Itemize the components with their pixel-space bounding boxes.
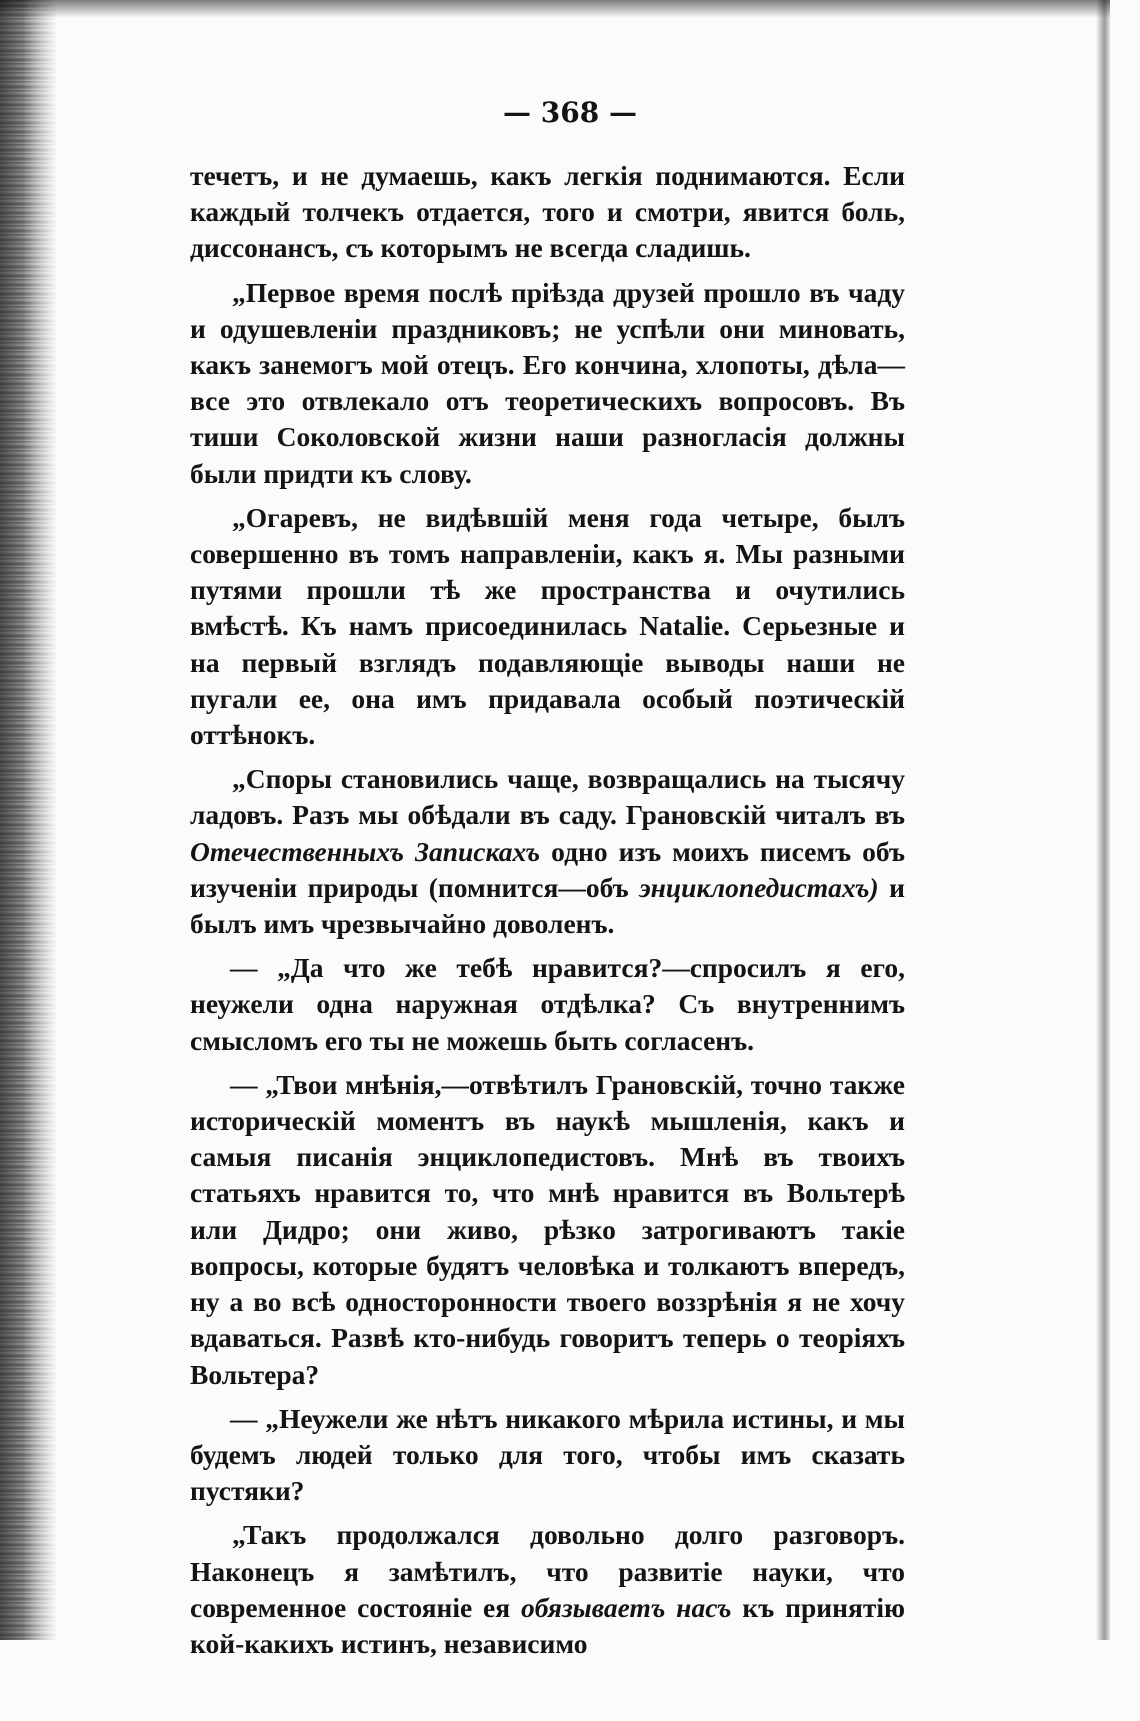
text-segment: и былъ имъ чрезвычайно доволенъ. bbox=[190, 871, 905, 940]
paragraph bbox=[190, 158, 905, 267]
text-segment: — „Твои мнѣнія,—отвѣтилъ Грановскій, точно также историческій моментъ въ наукѣ мышленія, какъ и самыя писанія энциклопедистовъ. Мнѣ въ твоихъ статьяхъ нравится то, что мнѣ нравится въ Вольтерѣ или Дидро; они живо, рѣзко затрогиваютъ такіе вопросы, которые будятъ человѣка и толкаютъ впередъ, ну а во всѣ односторонности твоего воззрѣнія я не хочу вдаваться. Развѣ кто-нибудь говоритъ теперь о теоріяхъ Вольтера? bbox=[190, 1068, 905, 1390]
text-segment: „Огаревъ, не видѣвшій меня года четыре, былъ совершенно въ томъ направленіи, какъ я. Мы разными путями прошли тѣ же пространства и очутились вмѣстѣ. Къ намъ присоединилась Natalie. Серьезные и на первый взглядъ подавляющіе выводы наши не пугали ее, она имъ придавала особый поэтическій оттѣнокъ. bbox=[190, 501, 905, 751]
text-segment: — „Неужели же нѣтъ никакого мѣрила истины, и мы будемъ людей только для того, чтобы имъ сказать пустяки? bbox=[190, 1402, 905, 1507]
text-segment: одно изъ моихъ писемъ объ изученіи природы (помнится—объ bbox=[190, 835, 905, 903]
page-number: — 368 — bbox=[503, 96, 637, 129]
paragraph bbox=[190, 500, 905, 753]
text-segment: къ принятію кой-какихъ истинъ, независимо bbox=[190, 1591, 905, 1659]
text-segment: — „Да что же тебѣ нравится?—спросилъ я его, неужели одна наружная отдѣлка? Съ внутреннимъ смысломъ его ты не можешь быть согласенъ. bbox=[190, 952, 905, 1056]
italic-text: обязываетъ насъ bbox=[520, 1591, 732, 1623]
paragraph bbox=[190, 1517, 905, 1662]
text-segment: „Первое время послѣ пріѣзда друзей прошло въ чаду и одушевленіи праздниковъ; не успѣли они миновать, какъ занемогъ мой отецъ. Его кончина, хлопоты, дѣла—все это отвлекало отъ теоретическихъ вопросовъ. Въ тиши Соколовской жизни наши разногласія должны были придти къ слову. bbox=[190, 276, 905, 489]
italic-text: Отечественныхъ Запискахъ bbox=[190, 835, 541, 867]
paragraph bbox=[190, 1401, 905, 1510]
italic-text: энциклопедистахъ) bbox=[639, 871, 879, 903]
text-segment: „Такъ продолжался довольно долго разговоръ. Наконецъ я замѣтилъ, что развитіе науки, что современное состояніе ея bbox=[190, 1519, 905, 1623]
scan-edge-top bbox=[0, 0, 1110, 18]
paragraph bbox=[190, 275, 905, 492]
scan-edge-right bbox=[1096, 0, 1110, 1640]
scan-edge-left bbox=[0, 0, 58, 1640]
paragraph bbox=[190, 1067, 905, 1393]
body-text bbox=[190, 158, 905, 1670]
paragraph bbox=[190, 950, 905, 1059]
paragraph bbox=[190, 761, 905, 942]
text-segment: течетъ, и не думаешь, какъ легкія поднимаются. Если каждый толчекъ отдается, того и смотри, явится боль, диссонансъ, съ которымъ не всегда сладишь. bbox=[190, 160, 905, 264]
text-segment: „Споры становились чаще, возвращались на тысячу ладовъ. Разъ мы обѣдали въ саду. Грановскій читалъ въ bbox=[190, 763, 905, 831]
